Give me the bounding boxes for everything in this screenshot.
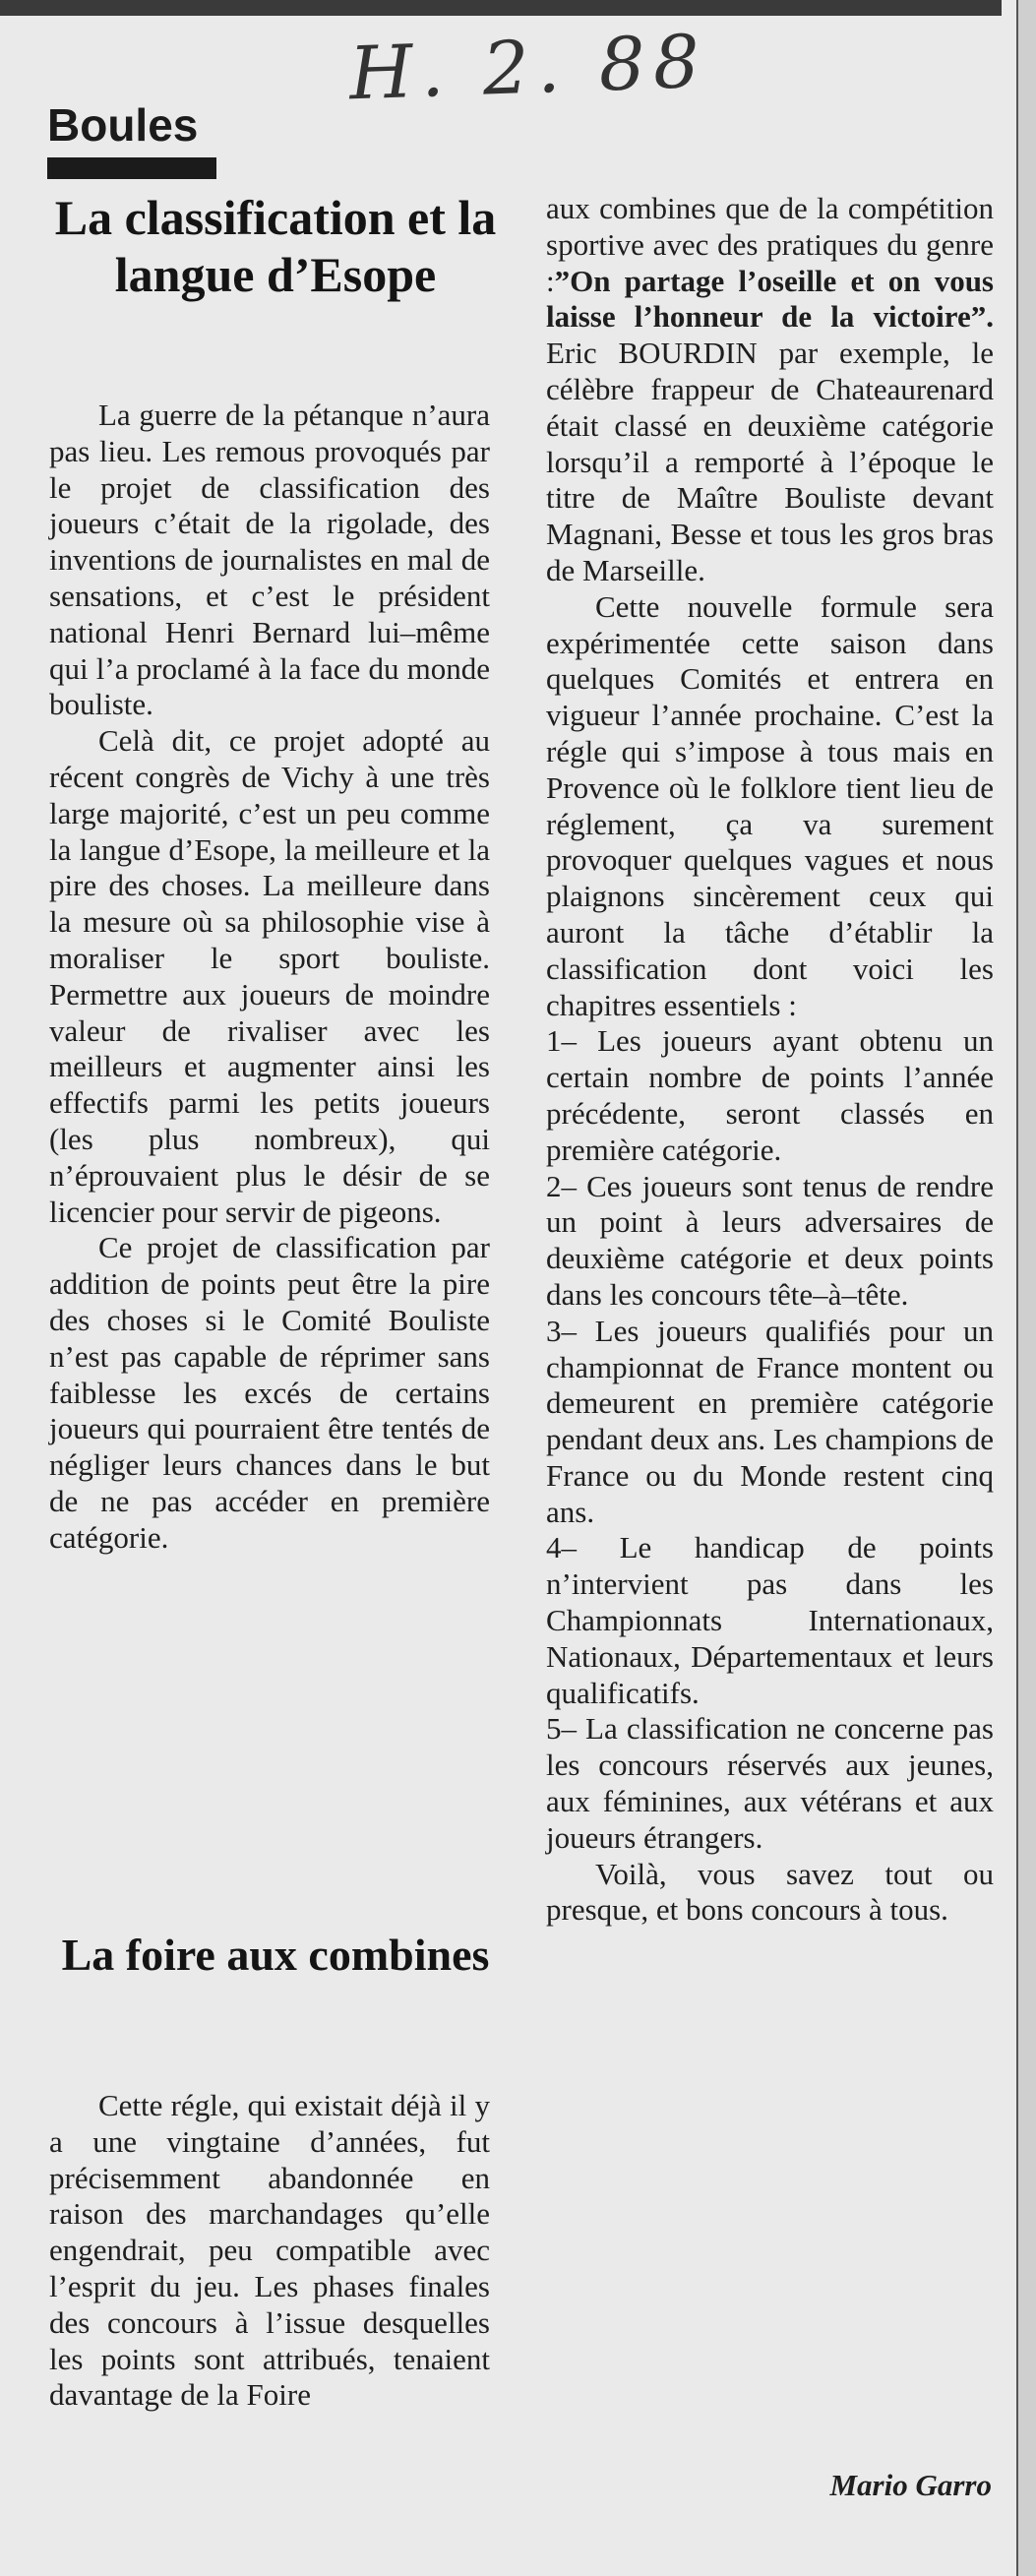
section-bar <box>47 157 216 179</box>
top-border <box>0 0 1002 16</box>
headline: La classification et la langue d’Esope <box>54 190 497 302</box>
list-item: 1– Les joueurs ayant obtenu un certain nombre de points l’année précédente, seront classés en première catégorie. <box>546 1023 994 1167</box>
closing-paragraph: Voilà, vous savez tout ou presque, et bons concours à tous. <box>546 1856 994 1928</box>
list-item: 3– Les joueurs qualifiés pour un championnat de France montent ou demeurent en première catégorie pendant deux ans. Les champions de France ou du Monde restent cinq ans. <box>546 1313 994 1529</box>
paragraph-end: Eric BOURDIN par exemple, le célèbre frappeur de Chateaurenard était classé en deuxième catégorie lorsqu’il a remporté à l’époque le titre de Maître Bouliste devant Magnani, Besse et tous les gros bras de Marseille. <box>546 336 994 587</box>
handwritten-date: H. 2. 88 <box>347 19 709 117</box>
paragraph: Celà dit, ce projet adopté au récent congrès de Vichy à une très large majorité, c’est un peu comme la langue d’Esope, la meilleure et la pire des choses. La meilleure dans la mesure où sa philosophie vise à moraliser le sport bouliste. Permettre aux joueurs de moindre valeur de rivaliser avec les meilleurs et augmenter ainsi les effectifs parmi les petits joueurs (les plus nombreux), qui n’éprouvaient plus le désir de se licencier pour servir de pigeons. <box>49 723 490 1229</box>
left-column-lower <box>49 2088 490 2414</box>
author-signature: Mario Garro <box>829 2468 992 2502</box>
paragraph <box>546 191 994 589</box>
paragraph: Cette nouvelle formule sera expérimentée cette saison dans quelques Comités et entrera en vigueur l’année prochaine. C’est la régle qui s’impose à tous mais en Provence où le folklore tient lieu de réglement, ça va surement provoquer quelques vagues et nous plaignons sincèrement ceux qui auront la tâche d’établir la classification dont voici les chapitres essentiels : <box>546 588 994 1022</box>
paragraph: Ce projet de classification par addition de points peut être la pire des choses si le Comité Bouliste n’est pas capable de réprimer sans faiblesse les excés de certains joueurs qui pourraient être tentés de négliger leurs chances dans le but de ne pas accéder en première catégorie. <box>49 1230 490 1555</box>
paragraph: La guerre de la pétanque n’aura pas lieu. Les remous provoqués par le projet de classification des joueurs c’était de la rigolade, des inventions de journalistes en mal de sensations, et c’est le président national Henri Bernard lui–même qui l’a proclamé à la face du monde bouliste. <box>49 398 490 722</box>
list-item: 5– La classification ne concerne pas les concours réservés aux jeunes, aux féminines, aux vétérans et aux joueurs étrangers. <box>546 1711 994 1855</box>
list-item: 4– Le handicap de points n’intervient pas dans les Championnats Internationaux, Nationaux, Départementaux et leurs qualificatifs. <box>546 1530 994 1710</box>
paragraph-start: aux combines que de la compétition sportive avec des pratiques du genre : <box>546 191 994 298</box>
section-label: Boules <box>47 99 199 151</box>
right-column <box>546 191 994 1929</box>
bold-quote: ”On partage l’oseille et on vous laisse l’honneur de la victoire”. <box>546 263 994 335</box>
page-edge <box>1016 0 1036 2576</box>
subheadline: La foire aux combines <box>61 1930 490 1980</box>
left-column <box>49 398 490 1557</box>
paragraph: Cette régle, qui existait déjà il y a une vingtaine d’années, fut précisemment abandonnée en raison des marchandages qu’elle engendrait, peu compatible avec l’esprit du jeu. Les phases finales des concours à l’issue desquelles les points sont attribués, tenaient davantage de la Foire <box>49 2088 490 2413</box>
list-item: 2– Ces joueurs sont tenus de rendre un point à leurs adversaires de deuxième catégorie et deux points dans les concours tête–à–tête. <box>546 1168 994 1312</box>
